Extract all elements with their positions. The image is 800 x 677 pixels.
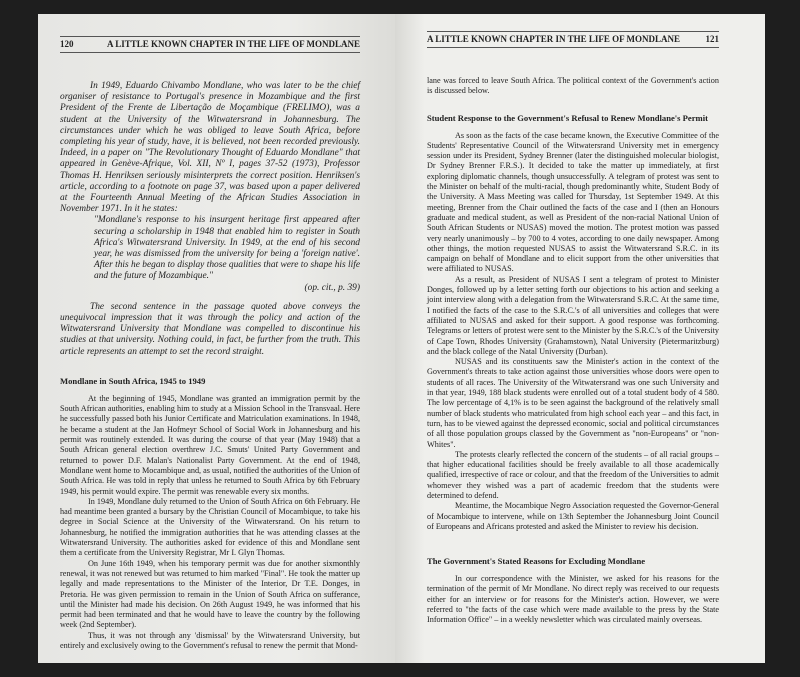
body-paragraph: As soon as the facts of the case became known, the Executive Committee of the Students' Representative Council of the Witwatersrand University met in emergency session under its President, Sydney Brenner (later the distinguished molecular biologist, Dr Sydney Brenner F.R.S.). It decided to take the matter up immediately, at first exploring diplomatic channels, though unsuccessfully. A telegram of protest was sent to the Minister on behalf of the multi-racial, though predominantly white, Student Body of the University. A Mass Meeting was called for Thursday, 1st September 1949. At this meeting, Brenner from the Chair outlined the facts of the case and I (then an Honours graduate and medical student, as well as President of the non-racial National Union of South African Students or NUSAS) moved the motion. The protest motion was passed very nearly unanimously – by 700 to 4 votes, according to one daily newspaper. Among other things, the motion requested NUSAS to assist the Witwatersrand S.R.C. in its campaign on behalf of Mondlane and to elicit support from the other universities that were affiliated to NUSAS. — [427, 130, 719, 274]
continuation-paragraph: lane was forced to leave South Africa. The political context of the Government's action is discussed below. — [427, 76, 719, 96]
body-paragraph: NUSAS and its constituents saw the Minister's action in the context of the Government's threats to take action against those universities whose doors were open to students of all races. The University of the Witwatersrand was one such University and in that year, 1949, 188 black students were enrolled out of a total student body of 4 580. The low percentage of 4,1% is to be seen against the background of the relatively small number of black students who matriculated from high school each year – and this fact, in turn, has to be viewed against the depressed economic, social and political circumstances of all those population groups classed by the Government as "non-Europeans" or "non-Whites". — [427, 357, 719, 449]
body-paragraph: As a result, as President of NUSAS I sent a telegram of protest to Minister Donges, followed up by a letter setting forth our objections to his action and seeking a joint interview along with a delegation from the Witwatersrand S.R.C. At the same time, I notified the facts of the case to the S.R.C.'s of all universities and colleges that were affiliated to NUSAS and asked for their support. A good response was forthcoming. Telegrams or letters of protest were sent to the Minister by the S.R.C.'s of the University of Cape Town, Rhodes University (Grahamstown), Natal University (Pietermaritzburg) and the black college of the Natal University (Durban). — [427, 274, 719, 356]
body-paragraph: Meantime, the Mocambique Negro Association requested the Governor-General of Mocambique to intervene, while on 13th September the Johannesburg Joint Council of Europeans and Africans protested and asked the Minister to review his decision. — [427, 501, 719, 531]
running-head-title: A LITTLE KNOWN CHAPTER IN THE LIFE OF MONDLANE — [427, 34, 681, 44]
running-head-title: A LITTLE KNOWN CHAPTER IN THE LIFE OF MONDLANE — [106, 39, 360, 49]
page-number: 121 — [705, 34, 719, 44]
running-head — [60, 36, 360, 53]
body-paragraph: At the beginning of 1945, Mondlane was granted an immigration permit by the South African authorities, enabling him to study at a Mission School in the Transvaal. Here he successfully passed both his Junior Certificate and Matriculation examinations. In 1948, he became a student at the Jan Hofmeyr School of Social Work in Johannesburg and his permit was routinely extended. It was during the course of that year (May 1948) that a South African general election overthrew J.C. Smuts' United Party Government and returned to power D.F. Malan's Nationalist Party Government. At the end of 1948, Mondlane went home to Mocambique and, as usual, notified the authorities of the Union of South Africa. He was told in reply that unless he returned to South Africa by 6th February 1949, his permit would expire. The permit was renewable every six months. — [60, 393, 360, 496]
block-quote: "Mondlane's response to his insurgent heritage first appeared after securing a scholarship in 1948 that enabled him to register in South Africa's Witwatersrand University. In 1949, at the end of his second year, he was dismissed from the university for being a 'foreign native'. After this he began to display those qualities that were to shape his life and the future of Mozambique." — [94, 215, 360, 282]
intro-paragraph: The second sentence in the passage quoted above conveys the unequivocal impression that it was through the policy and action of the Witwatersrand University that Mondlane was compelled to discontinue his studies at that university. Nothing could, in fact, be further from the truth. This article represents an attempt to set the record straight. — [60, 301, 360, 357]
running-head — [427, 31, 719, 48]
body-paragraph: In our correspondence with the Minister, we asked for his reasons for the termination of the permit of Mr Mondlane. No direct reply was received to our requests either for an interview or for reasons for the Minister's action. However, we were referred to "the facts of the case which were made available to the press by the State Information Office" – in a weekly newsletter which was circulated mainly overseas. — [427, 574, 719, 625]
right-page — [395, 14, 765, 663]
citation: (op. cit., p. 39) — [304, 282, 360, 293]
body-paragraph: In 1949, Mondlane duly returned to the Union of South Africa on 6th February. He had meantime been granted a bursary by the Christian Council of Mocambique, to take his degree in Social Science at the University of the Witwatersrand. On his return to Johannesburg, he notified the immigration authorities that he was attending classes at the Witwatersrand University. The authorities asked for evidence of this and Mondlane sent them a certificate from the University Registrar, Mr I. Glyn Thomas. — [60, 496, 360, 558]
intro-paragraph: In 1949, Eduardo Chivambo Mondlane, who was later to be the chief organiser of resistance to Portugal's presence in Mozambique and the first President of the Frente de Libertação de Moçambique (FRELIMO), was a student at the University of the Witwatersrand in Johannesburg. The circumstances under which he was obliged to leave South Africa, before completing his year of study, have, it is believed, not been recorded previously. Indeed, in a paper on "The Revolutionary Thought of Eduardo Mondlane" that appeared in Genève-Afrique, Vol. XII, Nº I, pages 37-52 (1973), Professor Thomas H. Henriksen seriously misinterprets the correct position. Henriksen's article, according to a footnote on page 37, was based upon a paper delivered at the Fourteenth Annual Meeting of the African Studies Association in November 1971. In it he states: — [60, 81, 360, 215]
page-number: 120 — [60, 39, 74, 49]
section-mondlane-in-south-africa — [60, 376, 360, 651]
body-paragraph: Thus, it was not through any 'dismissal' by the Witwatersrand University, but entirely and exclusively owing to the Government's refusal to renew the permit that Mond- — [60, 630, 360, 650]
body-paragraph: The protests clearly reflected the concern of the students – of all racial groups – that higher educational facilities should be freely available to all those academically qualified, irrespective of race or colour, and that the freedom of the Universities to admit whomever they wished was a part of academic freedom that the students were determined to defend. — [427, 449, 719, 500]
left-page — [38, 14, 395, 663]
section-heading: Mondlane in South Africa, 1945 to 1949 — [60, 375, 206, 386]
section-heading: Student Response to the Government's Refusal to Renew Mondlane's Permit — [427, 112, 708, 123]
intro-block — [60, 81, 360, 358]
section-heading: The Government's Stated Reasons for Excluding Mondlane — [427, 556, 646, 567]
right-page-text — [427, 76, 719, 626]
body-paragraph: On June 16th 1949, when his temporary permit was due for another sixmonthly renewal, it was not renewed but was returned to him marked "Final". He took the matter up legally and made representations to the Minister of the Interior, Dr T.E. Donges, in Pretoria. He was given permission to remain in the Union of South Africa on sufferance, until the Minister had made his decision. On 26th August 1949, he was informed that his permit had been terminated and that he would have to leave the country by the following week (2nd September). — [60, 558, 360, 630]
